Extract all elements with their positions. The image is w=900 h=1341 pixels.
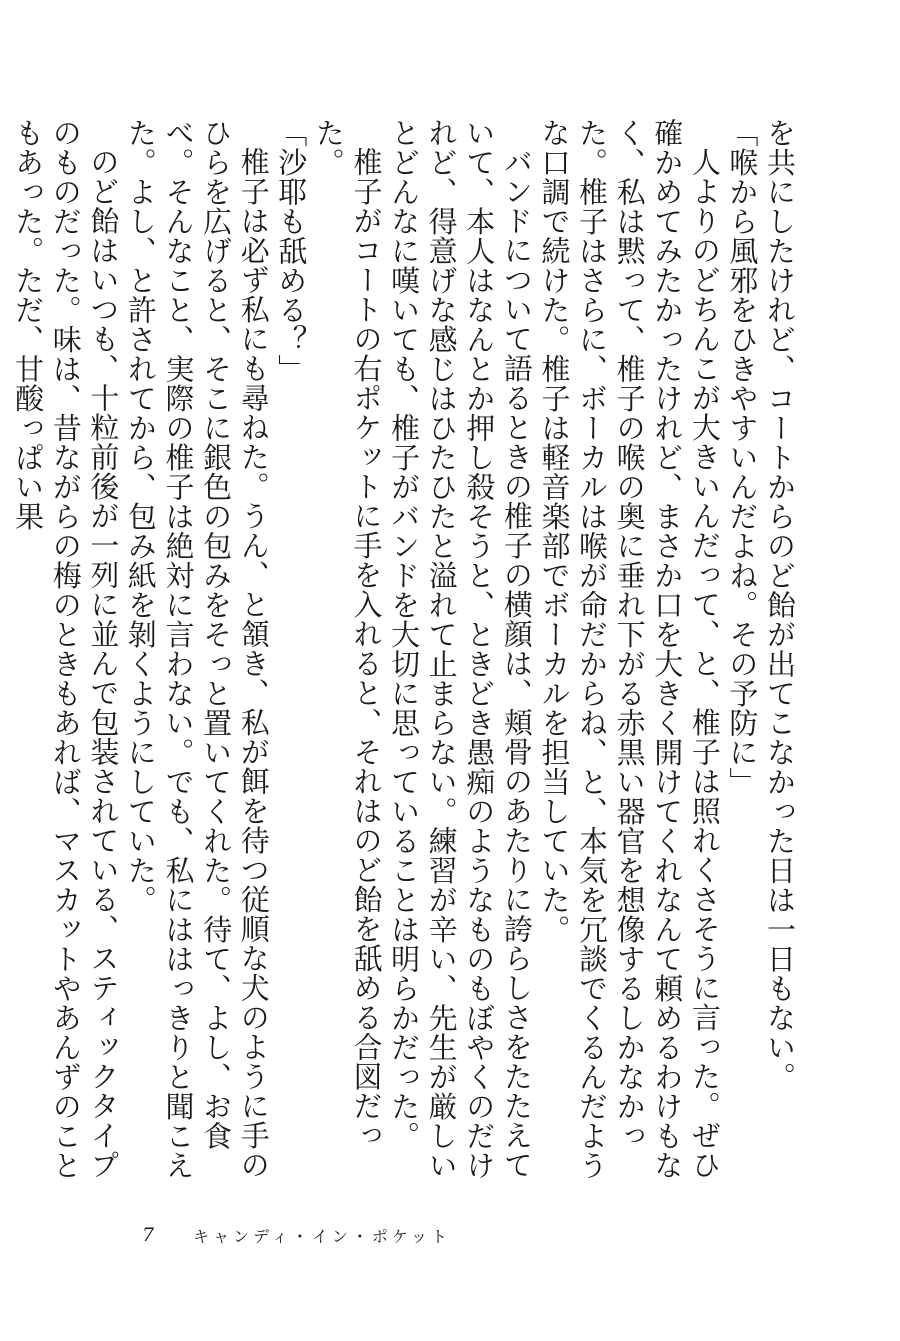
paragraph-1: を共にしたけれど、コートからのど飴が出てこなかった日は一日もない。 [763, 118, 797, 1092]
paragraph-2: 「喉から風邪をひきやすいんだよね。その予防に」 [725, 118, 760, 797]
page-footer [142, 1220, 451, 1250]
paragraph-5: 椎子がコートの右ポケットに手を入れると、それはのど飴を舐める合図だった。 [311, 118, 384, 1150]
body-text [11, 118, 798, 1198]
running-title: キャンディ・イン・ポケット [193, 1226, 452, 1246]
page-number: 7 [142, 1224, 158, 1246]
paragraph-4: バンドについて語るときの椎子の横顔は、頬骨のあたりに誇らしさをたたえていて、本人はなんとか押し殺そうと、ときどき愚痴のようなものもぼやくのだけれど、得意げな感じはひたひたと溢れて止まらない。練習が辛い、先生が厳しいとどんなに嘆いても、椎子がバンドを大切に思っていることは明らかだった。 [387, 118, 534, 1180]
paragraph-3: 人よりのどちんこが大きいんだって、と、椎子は照れくさそうに言った。ぜひ確かめてみたかったけれど、まさか口を大きく開けてくれなんて頼めるわけもなく、私は黙って、椎子の喉の奥に垂れ下がる赤黒い器官を想像するしかなかった。椎子はさらに、ボーカルは喉が命だからね、と、本気を冗談でくるんだような口調で続けた。椎子は軽音楽部でボーカルを担当していた。 [537, 118, 722, 1180]
paragraph-8: のど飴はいつも、十粒前後が一列に並んで包装されている、スティックタイプのものだった。味は、昔ながらの梅のときもあれば、マスカットやあんずのこともあった。ただ、甘酸っぱい果 [11, 118, 121, 1180]
paragraph-7: 椎子は必ず私にも尋ねた。うん、と頷き、私が餌を待つ従順な犬のように手のひらを広げると、そこに銀色の包みをそっと置いてくれた。待て、よし、お食べ。そんなこと、実際の椎子は絶対に言わない。でも、私にははっきりと聞こえた。よし、と許されてから、包み紙を剝くようにしていた。 [123, 118, 271, 1180]
paragraph-6: 「沙耶も舐める？」 [274, 118, 309, 384]
